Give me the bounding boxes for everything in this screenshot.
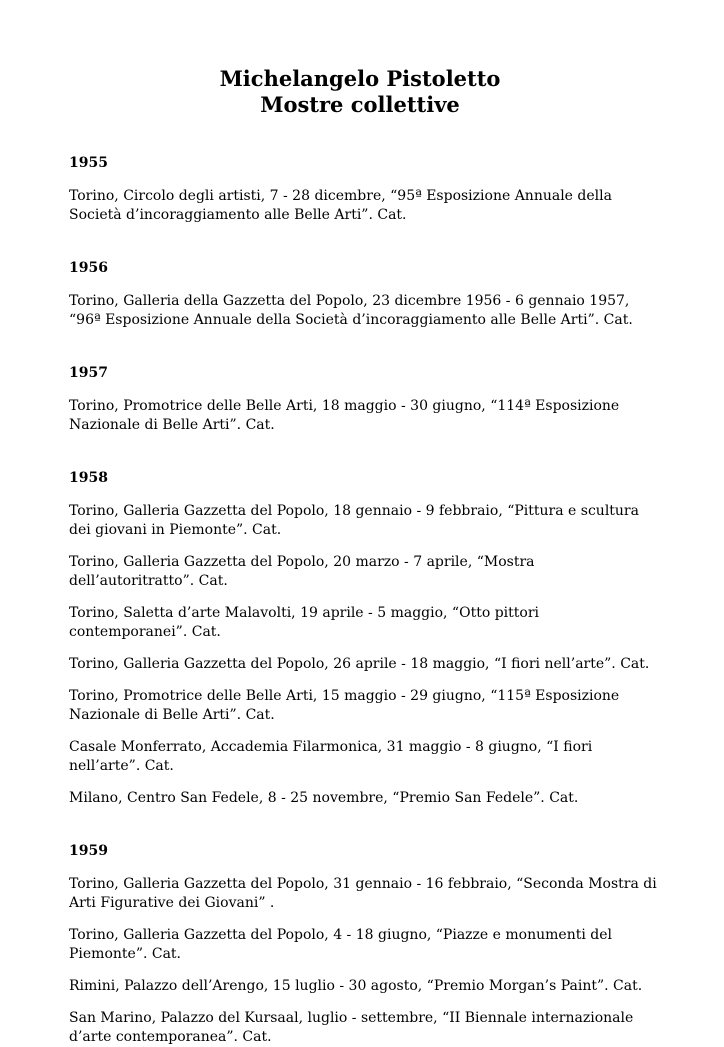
exhibition-entry: Torino, Saletta d’arte Malavolti, 19 aprile - 5 maggio, “Otto pittori contemporanei”. Cat. — [69, 605, 539, 640]
year-section-1955 — [69, 154, 659, 225]
document-page — [69, 66, 659, 1047]
exhibition-entry: Casale Monferrato, Accademia Filarmonica, 31 maggio - 8 giugno, “I fiori nell’arte”. Cat. — [69, 739, 593, 774]
year-heading: 1956 — [69, 260, 108, 276]
title-artist-name: Michelangelo Pistoletto — [219, 66, 501, 91]
exhibition-entry: Torino, Promotrice delle Belle Arti, 18 maggio - 30 giugno, “114ª Esposizione Nazionale di Belle Arti”. Cat. — [69, 398, 620, 433]
year-heading: 1958 — [69, 470, 108, 486]
year-heading: 1955 — [69, 155, 108, 171]
exhibition-entry: Torino, Galleria della Gazzetta del Popolo, 23 dicembre 1956 - 6 gennaio 1957, “96ª Esposizione Annuale della Società d’incoraggiamento alle Belle Arti”. Cat. — [69, 293, 633, 328]
year-section-1957 — [69, 364, 659, 435]
exhibition-entry: Torino, Circolo degli artisti, 7 - 28 dicembre, “95ª Esposizione Annuale della Società d’incoraggiamento alle Belle Arti”. Cat. — [69, 188, 612, 223]
year-section-1956 — [69, 259, 659, 330]
exhibition-entry: Torino, Galleria Gazzetta del Popolo, 26 aprile - 18 maggio, “I fiori nell’arte”. Cat. — [69, 656, 650, 672]
exhibition-entry: Torino, Galleria Gazzetta del Popolo, 4 - 18 giugno, “Piazze e monumenti del Piemonte”. Cat. — [69, 927, 612, 962]
year-section-1959 — [69, 842, 659, 1047]
title-subtitle: Mostre collettive — [260, 92, 460, 117]
year-section-1958 — [69, 469, 659, 808]
exhibition-entry: San Marino, Palazzo del Kursaal, luglio - settembre, “II Biennale internazionale d’arte contemporanea”. Cat. — [69, 1010, 634, 1045]
exhibition-entry: Torino, Galleria Gazzetta del Popolo, 31 gennaio - 16 febbraio, “Seconda Mostra di Arti Figurative dei Giovani” . — [69, 876, 657, 911]
exhibition-entry: Torino, Promotrice delle Belle Arti, 15 maggio - 29 giugno, “115ª Esposizione Nazionale di Belle Arti”. Cat. — [69, 688, 620, 723]
exhibition-entry: Torino, Galleria Gazzetta del Popolo, 18 gennaio - 9 febbraio, “Pittura e scultura dei giovani in Piemonte”. Cat. — [69, 503, 639, 538]
exhibition-entry: Rimini, Palazzo dell’Arengo, 15 luglio - 30 agosto, “Premio Morgan’s Paint”. Cat. — [69, 978, 643, 994]
year-heading: 1959 — [69, 843, 108, 859]
year-heading: 1957 — [69, 365, 108, 381]
document-title — [61, 66, 659, 118]
exhibition-entry: Milano, Centro San Fedele, 8 - 25 novembre, “Premio San Fedele”. Cat. — [69, 790, 579, 806]
exhibition-entry: Torino, Galleria Gazzetta del Popolo, 20 marzo - 7 aprile, “Mostra dell’autoritratto”. Cat. — [69, 554, 535, 589]
